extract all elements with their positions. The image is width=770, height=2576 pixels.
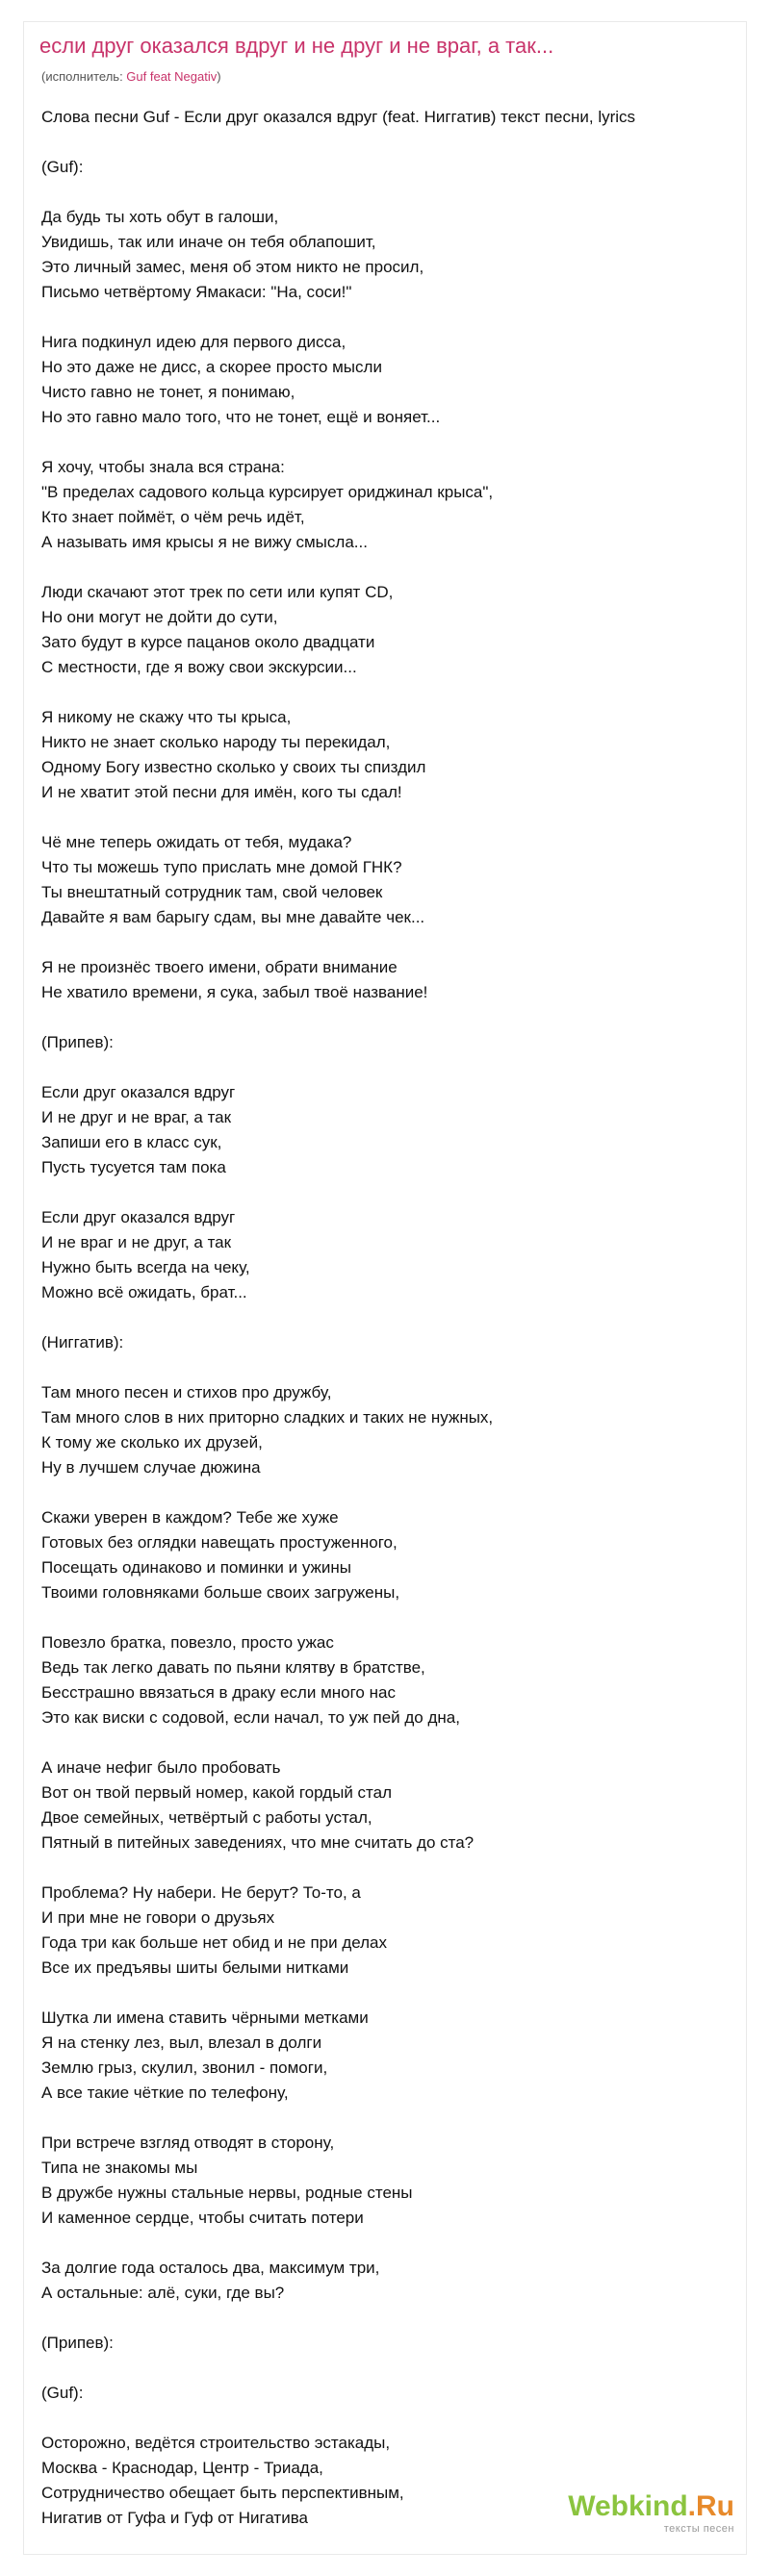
content-frame bbox=[23, 21, 747, 2555]
performer-suffix: ) bbox=[217, 69, 221, 84]
lyrics-text: Слова песни Guf - Если друг оказался вдруг (feat. Ниггатив) текст песни, lyrics (Guf): Да будь ты хоть обут в галоши, Увидишь, так или иначе он тебя облапошит, Это личный замес, меня об этом никто не просил, Письмо четвёртому Ямакаси: "На, соси!" Нига подкинул идею для первого дисса, Но это даже не дисс, а скорее просто мысли Чисто гавно не тонет, я понимаю, Но это гавно мало того, что не тонет, ещё и воняет... Я хочу, чтобы знала вся страна: "В пределах садового кольца курсирует ориджинал крыса", Кто знает поймёт, о чём речь идёт, А называть имя крысы я не вижу смысла... Люди скачают этот трек по сети или купят CD, Но они могут не дойти до сути, Зато будут в курсе пацанов около двадцати С местности, где я вожу свои экскурсии... Я никому не скажу что ты крыса, Никто не знает сколько народу ты перекидал, Одному Богу известно сколько у своих ты спиздил И не хватит этой песни для имён, кого ты сдал! Чё мне теперь ожидать от тебя, мудака? Что ты можешь тупо прислать мне домой ГНК? Ты внештатный сотрудник там, свой человек Давайте я вам барыгу сдам, вы мне давайте чек... Я не произнёс твоего имени, обрати внимание Не хватило времени, я сука, забыл твоё название! (Припев): Если друг оказался вдруг И не друг и не враг, а так Запиши его в класс сук, Пусть тусуется там пока Если друг оказался вдруг И не враг и не друг, а так Нужно быть всегда на чеку, Можно всё ожидать, брат... (Ниггатив): Там много песен и стихов про дружбу, Там много слов в них приторно сладких и таких не нужных, К тому же сколько их друзей, Ну в лучшем случае дюжина Скажи уверен в каждом? Тебе же хуже Готовых без оглядки навещать простуженного, Посещать одинаково и поминки и ужины Твоими головняками больше своих загружены, Повезло братка, повезло, просто ужас Ведь так легко давать по пьяни клятву в братстве, Бесстрашно ввязаться в драку если много нас Это как виски с содовой, если начал, то уж пей до дна, А иначе нефиг было пробовать Вот он твой первый номер, какой гордый стал Двое семейных, четвёртый с работы устал, Пятный в питейных заведениях, что мне считать до ста? Проблема? Ну набери. Не берут? То-то, а И при мне не говори о друзьях Года три как больше нет обид и не при делах Все их предъявы шиты белыми нитками Шутка ли имена ставить чёрными метками Я на стенку лез, выл, влезал в долги Землю грыз, скулил, звонил - помоги, А все такие чёткие по телефону, При встрече взгляд отводят в сторону, Типа не знакомы мы В дружбе нужны стальные нервы, родные стены И каменное сердце, чтобы считать потери За долгие года осталось два, максимум три, А остальные: алё, суки, где вы? (Припев): (Guf): Осторожно, ведётся строительство эстакады, Москва - Краснодар, Центр - Триада, Сотрудничество обещает быть перспективным, Нигатив от Гуфа и Гуф от Нигатива bbox=[41, 108, 636, 2527]
page-title: если друг оказался вдруг и не друг и не враг, а так... bbox=[39, 34, 554, 58]
performer-line bbox=[41, 69, 221, 84]
site-logo[interactable] bbox=[568, 2492, 734, 2535]
logo-tld: .Ru bbox=[687, 2490, 734, 2522]
logo-name: Webkind bbox=[568, 2490, 688, 2522]
logo-tagline: тексты песен bbox=[663, 2523, 734, 2535]
performer-prefix: (исполнитель: bbox=[41, 69, 127, 84]
logo-wordmark bbox=[568, 2492, 734, 2521]
performer-link[interactable]: Guf feat Negativ bbox=[126, 69, 218, 84]
